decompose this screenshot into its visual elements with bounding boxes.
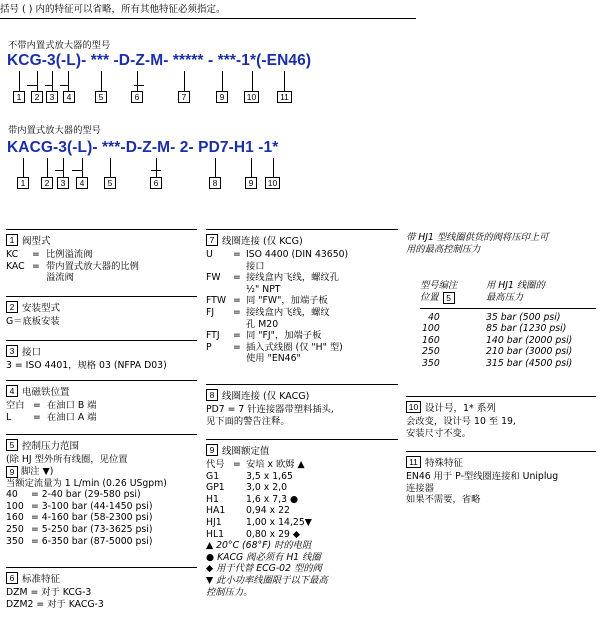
- hj1-pressure-table: 型号编注 位置 5 用 HJ1 线圈的 最高压力 40 35 bar (500 psi) 100 85 bar (1230 psi) 160 140 bar (2000 psi) 250 210 bar (3000 psi) 350 315 bar (4500 psi): [420, 280, 596, 370]
- section-7-coil-connection-kcg: 7 线圈连接 (仅 KCG) U = ISO 4400 (DIN 43650) 接口 FW = 接线盒内飞线，螺纹孔 ½" NPT FTW = 同 "FW"，加端子板 FJ = 接线盒内飞线，螺纹 孔 M20 FTJ = 同 "FJ"，加端子板 P = 插入式线圈 (仅 "H" 型) 使用 "EN46": [206, 229, 398, 365]
- model2-box-9: 9: [245, 177, 257, 189]
- model2-caption: 带内置式放大器的型号: [8, 125, 101, 136]
- section-3-title: 接口: [22, 347, 42, 358]
- model2-box-1: 1: [17, 177, 29, 189]
- model1-box-6: 6: [131, 91, 143, 103]
- section-9-coil-rating: 9 线圈额定值 代号 = 安培 x 欧姆 ▲ G1 3,5 x 1,65 GP1 3,0 x 2,0 H1 1,6 x 7,3 ● HA1 0,94 x 22 HJ1 1,00 x 14,25▼ HL1 0,80 x 29 ◆ ▲ 20°C (68°F) 时的电阻 ● KACG 阀必须有 H1 线圈 ◆ 用于代替 ECG-02 型的阀 ▼ 此小功率线圈限于以下最高 控制压力。: [206, 439, 398, 598]
- section-6-number: 6: [6, 572, 18, 584]
- section-5-title: 控制压力范围: [22, 441, 80, 452]
- section-5-ref-box: 9: [6, 466, 18, 478]
- hj1-note: 带 HJ1 型线圈供货的阀将压印上可 用的最高控制压力: [406, 232, 549, 255]
- section-3-number: 3: [6, 345, 18, 357]
- section-6-standard-features: 6 标准特征 DZM = 对于 KCG-3 DZM2 = 对于 KACG-3: [6, 567, 197, 610]
- section-4-solenoid-position: 4 电磁铁位置 空白 = 在油口 B 端 L = 在油口 A 端: [6, 380, 197, 423]
- model1-box-1: 1: [13, 91, 25, 103]
- section-5-number: 5: [6, 439, 18, 451]
- model1-caption: 不带内置式放大器的型号: [8, 40, 111, 51]
- model1-box-2: 2: [31, 91, 43, 103]
- model2-box-8: 8: [209, 177, 221, 189]
- section-7-number: 7: [206, 234, 218, 246]
- section-9-title: 线圈额定值: [222, 446, 270, 457]
- section-8-coil-connection-kacg: 8 线圈连接 (仅 KACG) PD7 = 7 针连接器带塑料插头, 见下面的警告注释。: [206, 384, 398, 427]
- model1-box-5: 5: [95, 91, 107, 103]
- model2-box-10: 10: [265, 177, 280, 189]
- section-8-title: 线圈连接 (仅 KACG): [222, 391, 310, 402]
- section-1-valve-type: 1 阀型式 KC = 比例溢流阀 KAC = 带内置式放大器的比例 溢流阀: [6, 229, 197, 284]
- section-7-title: 线圈连接 (仅 KCG): [222, 236, 303, 247]
- model1-box-3: 3: [46, 91, 58, 103]
- section-10-number: 10: [406, 401, 421, 413]
- model1-box-11: 11: [277, 91, 292, 103]
- section-2-title: 安装型式: [22, 303, 61, 314]
- section-4-number: 4: [6, 385, 18, 397]
- model2-code: KACG-3(-L)- ***-D-Z-M- 2- PD7-H1 -1*: [7, 139, 279, 156]
- section-6-title: 标准特征: [22, 574, 61, 585]
- section-1-title: 阀型式: [22, 236, 51, 247]
- top-divider: [0, 18, 416, 19]
- section-2-number: 2: [6, 301, 18, 313]
- model2-box-2: 2: [41, 177, 53, 189]
- model1-box-10: 10: [244, 91, 259, 103]
- model2-box-5: 5: [104, 177, 116, 189]
- model2-box-4: 4: [76, 177, 88, 189]
- section-8-number: 8: [206, 389, 218, 401]
- ptable-ref-box: 5: [443, 292, 455, 304]
- section-5-pressure-range: 5 控制压力范围 (除 HJ 型外所有线圈，见位置 9 脚注 ▼) 当额定流量为 1 L/min (0.26 USgpm) 40 = 2-40 bar (29-580 psi) 100 = 3-100 bar (44-1450 psi) 160 = 4-160 bar (58-2300 psi) 250 = 5-250 bar (73-3625 psi) 350 = 6-350 bar (87-5000 psi): [6, 434, 197, 547]
- model1-box-9: 9: [216, 91, 228, 103]
- model2-box-3: 3: [57, 177, 69, 189]
- section-11-special-features: 11 特殊特征 EN46 用于 P-型线圈连接和 Uniplug 连接器 如果不需要，省略: [406, 451, 596, 506]
- section-10-title: 设计号，1* 系列: [425, 403, 496, 414]
- section-10-design-number: 10 设计号，1* 系列 会改变，设计号 10 至 19, 安装尺寸不变。: [406, 396, 596, 439]
- model1-box-4: 4: [63, 91, 75, 103]
- section-3-interface: 3 接口 3 = ISO 4401，规格 03 (NFPA D03): [6, 340, 197, 372]
- section-2-mounting: 2 安装型式 G＝底板安装: [6, 296, 197, 328]
- intro-text: 括号 ( ) 内的特征可以省略，所有其他特征必须指定。: [0, 4, 226, 15]
- section-11-title: 特殊特征: [425, 458, 464, 469]
- model1-code: KCG-3(-L)- *** -D-Z-M- ***** - ***-1*(-EN46): [7, 52, 312, 69]
- model1-box-7: 7: [178, 91, 190, 103]
- section-4-title: 电磁铁位置: [22, 387, 70, 398]
- section-11-number: 11: [406, 456, 421, 468]
- section-1-number: 1: [6, 234, 18, 246]
- model2-box-6: 6: [150, 177, 162, 189]
- section-9-number: 9: [206, 444, 218, 456]
